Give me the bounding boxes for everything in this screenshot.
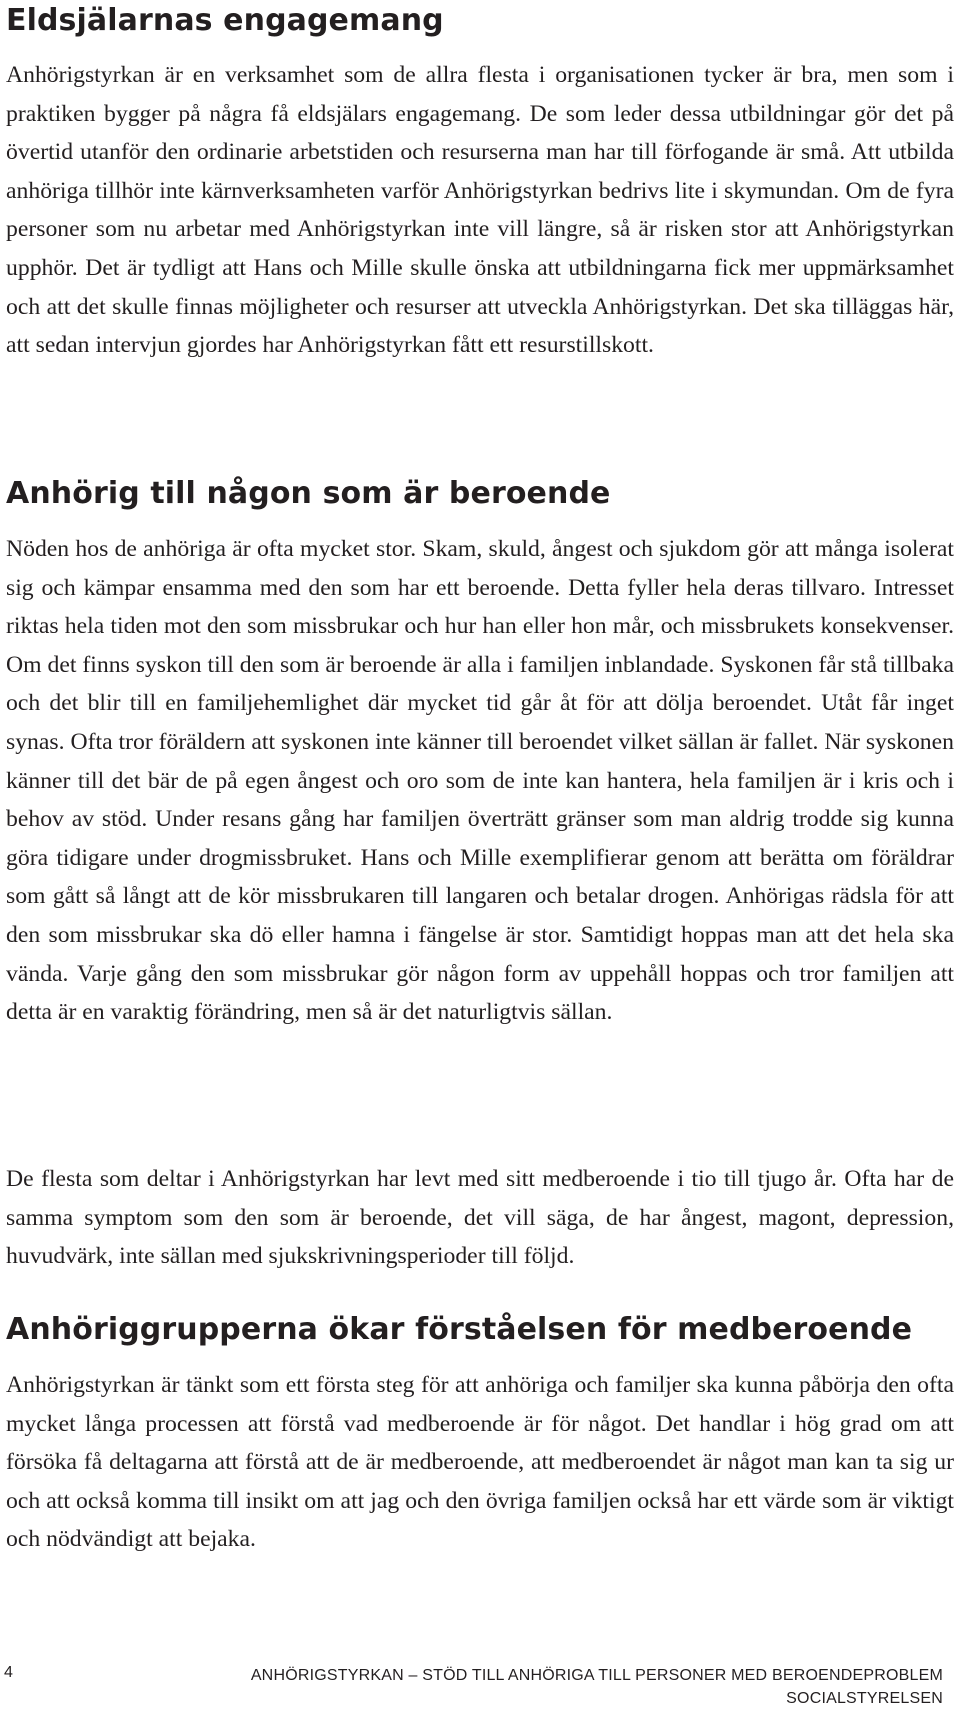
section-heading-anhoriggrupperna: Anhöriggrupperna ökar förståelsen för medberoende <box>6 1312 913 1347</box>
section-heading-eldsjalarnas: Eldsjälarnas engagemang <box>6 3 444 38</box>
footer-publication-title: ANHÖRIGSTYRKAN – STÖD TILL ANHÖRIGA TILL PERSONER MED BEROENDEPROBLEM <box>250 1667 943 1684</box>
paragraph-anhorig-beroende-2: De flesta som deltar i Anhörigstyrkan har levt med sitt medberoende i tio till tjugo år. Ofta har de samma symptom som den som är beroende, det vill säga, de har ångest, magont, depression, huvudvärk, inte sällan med sjukskrivningsperioder till följd. <box>6 1166 954 1270</box>
page-number: 4 <box>4 1664 13 1681</box>
running-footer <box>251 1664 943 1710</box>
section-heading-anhorig-beroende: Anhörig till någon som är beroende <box>6 476 611 511</box>
footer-publisher: SOCIALSTYRELSEN <box>786 1690 943 1707</box>
paragraph-anhorig-beroende-1: Nöden hos de anhöriga är ofta mycket stor. Skam, skuld, ångest och sjukdom gör att många isolerat sig och kämpar ensamma med den som har ett beroende. Detta fyller hela deras tillvaro. Intresset riktas hela tiden mot den som missbrukar och hur han eller hon mår, och missbrukets konsekvenser. Om det finns syskon till den som är beroende är alla i familjen inblandade. Syskonen får stå tillbaka och det blir till en familjehemlighet där mycket tid går åt för att dölja beroendet. Utåt får inget synas. Ofta tror föräldern att syskonen inte känner till beroendet vilket sällan är fallet. När syskonen känner till det bär de på egen ångest och oro som de inte kan hantera, hela familjen är i kris och i behov av stöd. Under resans gång har familjen överträtt gränser som man aldrig trodde sig kunna göra tidigare under drogmissbruket. Hans och Mille exemplifierar genom att berätta om föräldrar som gått så långt att de kör missbrukaren till langaren och betalar drogen. Anhörigas rädsla för att den som missbrukar ska dö eller hamna i fängelse är stor. Samtidigt hoppas man att det hela ska vända. Varje gång den som missbrukar gör någon form av uppehåll hoppas och tror familjen att detta är en varaktig förändring, men så är det naturligtvis sällan. <box>6 536 954 1026</box>
paragraph-eldsjalarnas: Anhörigstyrkan är en verksamhet som de allra flesta i organisationen tycker är bra, men som i praktiken bygger på några få eldsjälars engagemang. De som leder dessa utbildningar gör det på övertid utanför den ordinarie arbetstiden och resurserna man har till förfogande är små. Att utbilda anhöriga tillhör inte kärnverksamheten varför Anhörigstyrkan bedrivs lite i skymundan. Om de fyra personer som nu arbetar med Anhörigstyrkan inte vill längre, så är risken stor att Anhörigstyrkan upphör. Det är tydligt att Hans och Mille skulle önska att utbildningarna fick mer uppmärksamhet och att det skulle finnas möjligheter och resurser att utveckla Anhörigstyrkan. Det ska tilläggas här, att sedan intervjun gjordes har Anhörigstyrkan fått ett resurstillskott. <box>6 62 954 359</box>
paragraph-anhoriggrupperna: Anhörigstyrkan är tänkt som ett första steg för att anhöriga och familjer ska kunna påbörja den ofta mycket långa processen att förstå vad medberoende är för något. Det handlar i hög grad om att försöka få deltagarna att förstå att de är medberoende, att medberoendet är något man kan ta sig ur och att också komma till insikt om att jag och den övriga familjen också har ett värde som är viktigt och nödvändigt att bejaka. <box>6 1372 954 1553</box>
